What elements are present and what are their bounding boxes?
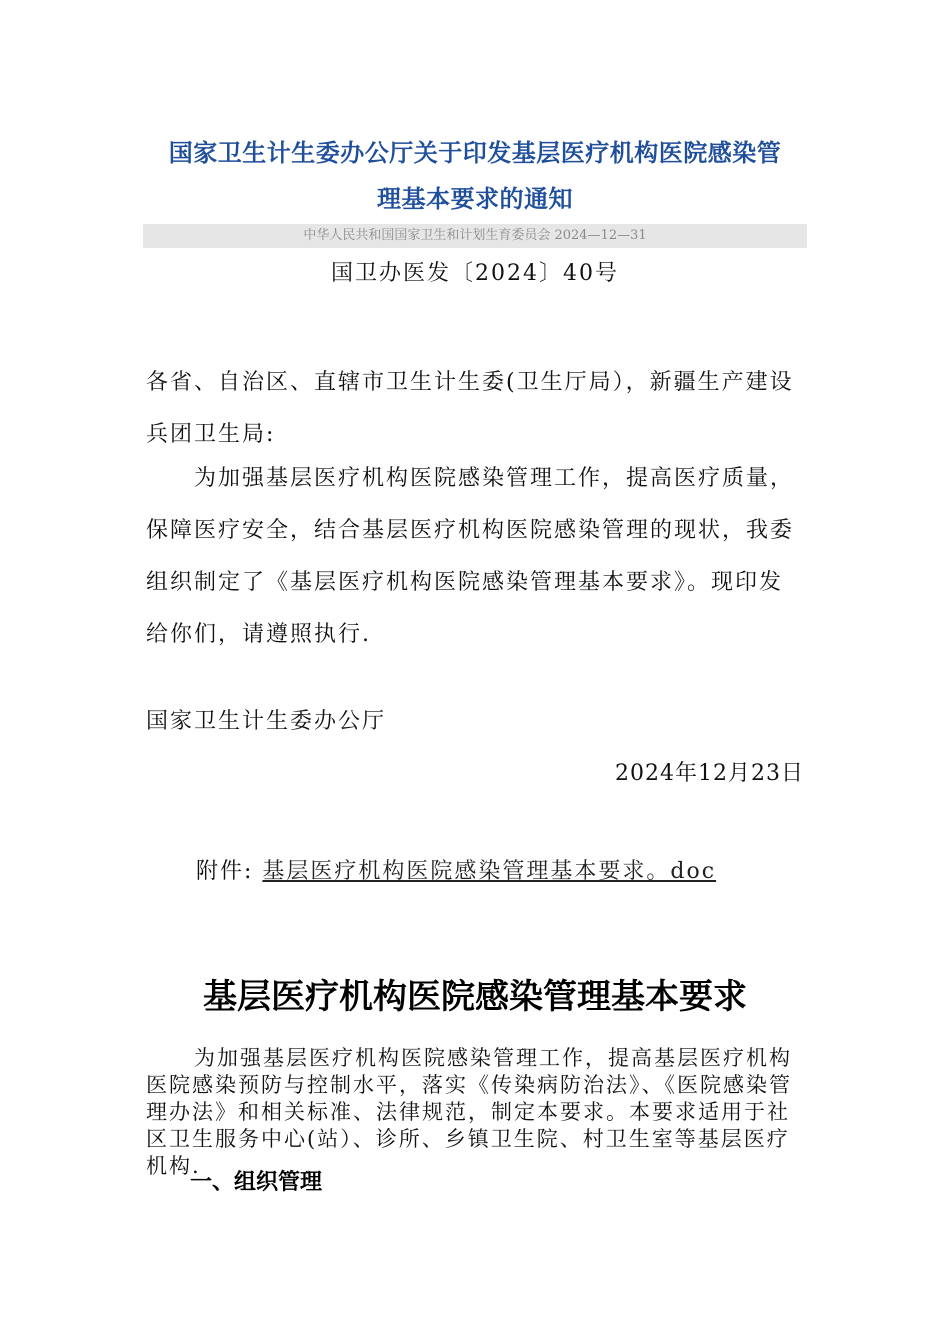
doc-number: 国卫办医发〔2024〕40号: [331, 261, 619, 286]
attachment-line: [196, 852, 716, 892]
attachment-label: 附件:: [196, 859, 254, 884]
notice-title-line2: 理基本要求的通知: [377, 185, 573, 213]
addressee: 各省、自治区、直辖市卫生计生委(卫生厅局），新疆生产建设兵团卫生局:: [146, 370, 794, 447]
source-date-bar: 中华人民共和国国家卫生和计划生育委员会 2024—12—31: [143, 224, 807, 248]
notice-title-line1: 国家卫生计生委办公厅关于印发基层医疗机构医院感染管: [168, 139, 782, 167]
notice-body-paragraph: 为加强基层医疗机构医院感染管理工作，提高医疗质量，保障医疗安全，结合基层医疗机构医院感染管理的现状，我委组织制定了《基层医疗机构医院感染管理基本要求》。现印发给你们，请遵照执行.: [146, 466, 795, 647]
requirements-heading: 基层医疗机构医院感染管理基本要求: [203, 977, 747, 1017]
section-heading-organization: 一、组织管理: [190, 1170, 323, 1195]
requirements-intro-paragraph: 为加强基层医疗机构医院感染管理工作，提高基层医疗机构医院感染预防与控制水平，落实《传染病防治法》、《医院感染管理办法》和相关标准、法律规范，制定本要求。本要求适用于社区卫生服务中心(站）、诊所、乡镇卫生院、村卫生室等基层医疗机构.: [146, 1046, 792, 1178]
attachment-link[interactable]: 基层医疗机构医院感染管理基本要求。doc: [262, 859, 717, 884]
issue-date: 2024年12月23日: [615, 761, 804, 786]
issuer: 国家卫生计生委办公厅: [146, 709, 387, 734]
